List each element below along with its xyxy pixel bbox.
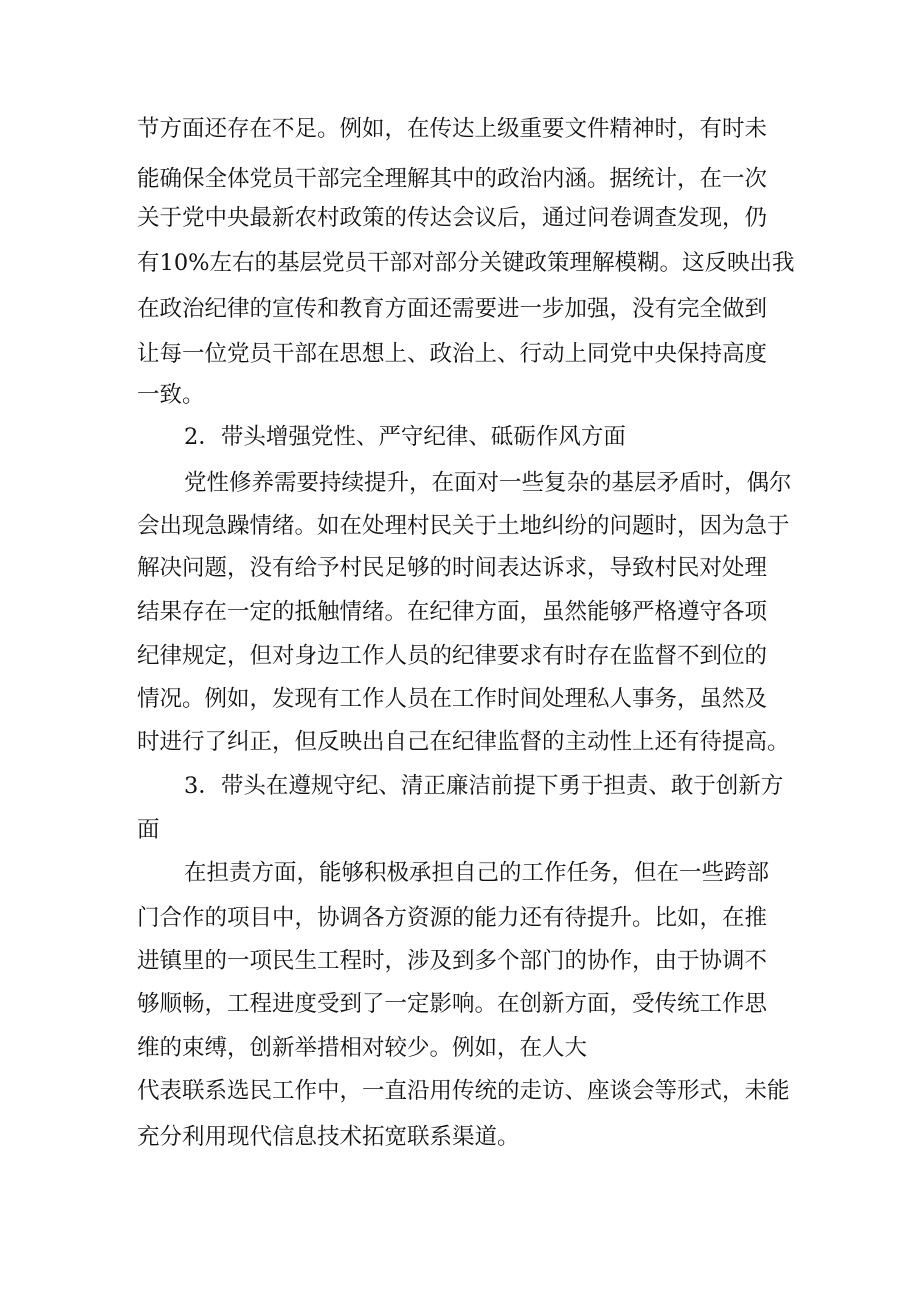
body-text-line: 门合作的项目中，协调各方资源的能力还有待提升。比如，在推 [137,905,768,931]
body-text-line: 纪律规定，但对身边工作人员的纪律要求有时存在监督不到位的 [137,643,768,669]
body-text-line: 能确保全体党员干部完全理解其中的政治内涵。据统计，在一次 [137,166,768,192]
section-heading-3: 3．带头在遵规守纪、清正廉洁前提下勇于担责、敢于创新方 [184,773,784,799]
body-text-line: 节方面还存在不足。例如，在传达上级重要文件精神时，有时未 [137,116,768,142]
body-text-line: 解决问题，没有给予村民足够的时间表达诉求，导致村民对处理 [137,555,768,581]
section-heading-2: 2．带头增强党性、严守纪律、砥砺作风方面 [184,424,626,450]
body-text-line: 代表联系选民工作中，一直沿用传统的走访、座谈会等形式，未能 [137,1078,790,1104]
body-text-line: 结果存在一定的抵触情绪。在纪律方面，虽然能够严格遵守各项 [137,599,768,625]
body-text-line: 在担责方面，能够积极承担自己的工作任务，但在一些跨部 [184,860,770,886]
body-text-line: 情况。例如，发现有工作人员在工作时间处理私人事务，虽然及 [137,686,768,712]
body-text-line: 党性修养需要持续提升，在面对一些复杂的基层矛盾时，偶尔 [184,470,792,496]
body-text-line: 有10%左右的基层党员干部对部分关键政策理解模糊。这反映出我 [137,250,795,276]
body-text-line: 进镇里的一项民生工程时，涉及到多个部门的协作，由于协调不 [137,948,768,974]
body-text-line: 够顺畅，工程进度受到了一定影响。在创新方面，受传统工作思 [137,991,768,1017]
body-text-line: 充分利用现代信息技术拓宽联系渠道。 [137,1124,520,1150]
body-text-line: 让每一位党员干部在思想上、政治上、行动上同党中央保持高度 [137,341,768,367]
body-text-line: 时进行了纠正，但反映出自己在纪律监督的主动性上还有待提高。 [137,729,790,755]
section-heading-3-continued: 面 [137,817,160,843]
body-text-line: 在政治纪律的宣传和教育方面还需要进一步加强，没有完全做到 [137,296,768,322]
body-text-line: 一致。 [137,382,205,408]
body-text-line: 维的束缚，创新举措相对较少。例如，在人大 [137,1035,588,1061]
body-text-line: 会出现急躁情绪。如在处理村民关于土地纠纷的问题时，因为急于 [137,513,790,539]
body-text-line: 关于党中央最新农村政策的传达会议后，通过问卷调查发现，仍 [137,205,768,231]
